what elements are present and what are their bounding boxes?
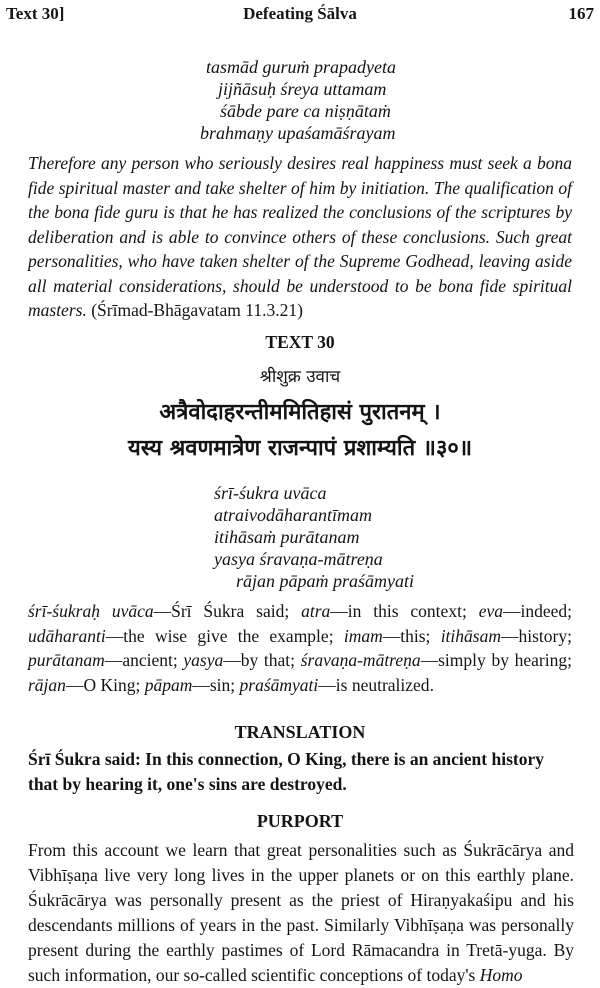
running-head [0, 0, 600, 30]
sanskrit-line-2: यस्य श्रवणमात्रेण राजन्पापं प्रशाम्यति ॥३०॥ [127, 436, 473, 461]
chapter-text-ref: Text 30] [6, 4, 65, 23]
translation-text: Śrī Śukra said: In this connection, O King, there is an ancient history that by hearing it, one's sins are destroyed. [28, 749, 544, 794]
synonym-word: udāharanti [28, 625, 106, 646]
verse-line: brahmaṇy upaśamāśrayam [200, 123, 396, 143]
synonym-meaning: Śrī Śukra said [171, 601, 285, 621]
synonym-word: eva [478, 601, 503, 621]
verse-line: itihāsaṁ purātanam [214, 527, 360, 547]
verse-line: tasmād guruṁ prapadyeta [206, 57, 396, 77]
verse-line: atraivodāharantīmam [214, 505, 373, 525]
synonym-word: imam [343, 625, 383, 646]
verse-line: jijñāsuḥ śreya uttamam [218, 79, 387, 99]
quote-text: Therefore any person who seriously desires real happiness must seek a bona fide spiritual master and take shelter of him by initiation. The qualification of the bona fide guru is that he has realized the conclusions of the scriptures by deliberation and is able to convince others of these conclusions. Such great personalities, who have taken shelter of the Supreme Godhead, leaving aside all material considerations, should be understood to be bona fide spiritual masters. [28, 153, 572, 320]
verse-line: yasya śravaṇa-mātreṇa [214, 549, 383, 569]
purport-heading: PURPORT [256, 811, 344, 831]
verse-line: rājan pāpaṁ praśāmyati [236, 571, 415, 591]
synonym-word: rājan [28, 674, 66, 695]
quoted-verse [200, 56, 396, 144]
synonym-meaning: O King [83, 674, 136, 695]
synonym-meaning: in this context [347, 601, 462, 621]
synonym-meaning: the wise give the example [123, 625, 329, 646]
synonym-word: yasya [183, 650, 224, 670]
verse-line: śābde pare ca niṣṇātaṁ [220, 101, 391, 121]
synonym-word: atra [301, 601, 331, 621]
sanskrit-speaker: श्रीशुक्र उवाच [259, 367, 341, 387]
synonym-meaning: indeed [520, 601, 568, 621]
chapter-title: Defeating Śālva [243, 4, 357, 23]
synonym-word: śrī-śukraḥ uvāca [28, 601, 154, 621]
verse-line: śrī-śukra uvāca [214, 483, 327, 503]
synonym-meaning: this [400, 625, 426, 646]
synonym-word: śravaṇa-mātreṇa [300, 650, 421, 670]
synonym-word: itihāsam [440, 625, 501, 646]
synonym-word: pāpam [144, 674, 193, 695]
transliteration [214, 482, 414, 592]
page-number: 167 [568, 4, 594, 23]
synonym-meaning: is neutralized [335, 674, 430, 695]
text-number-heading: TEXT 30 [265, 332, 335, 352]
synonym-meaning: history [518, 625, 568, 646]
synonym-meaning: by that [240, 650, 291, 670]
quote-paragraph [28, 151, 572, 323]
quote-citation: (Śrīmad-Bhāgavatam 11.3.21) [91, 300, 303, 320]
purport-body: From this account we learn that great personalities such as Śukrācārya and Vibhīṣaṇa live very long lives in the upper planets or on this earthly plane. Śukrācārya was personally present as the priest of Hiraṇyakaśipu and his descendants millions of years in the past. Similarly Vibhīṣaṇa was personally present during the earthly pastimes of Lord Rāmacandra in Tretā-yuga. By such information, our so-called scientific conceptions of today's [28, 840, 574, 985]
sanskrit-line-1: अत्रैवोदाहरन्तीममितिहासं पुरातनम् । [159, 400, 441, 425]
synonyms-paragraph: śrī-śukraḥ uvāca—Śrī Śukra said; atra—in this context; eva—indeed; udāharanti—the wise give the example; imam—this; itihāsam—history; purātanam—ancient; yasya—by that; śravaṇa-mātreṇa—simply by hearing; rājan—O King; pāpam—sin; praśāmyati—is neutralized. [28, 601, 573, 695]
synonym-word: purātanam [28, 650, 105, 670]
synonym-meaning: sin [209, 674, 231, 695]
synonym-meaning: simply by hearing [438, 650, 568, 670]
synonym-meaning: ancient [122, 650, 173, 670]
translation-heading: TRANSLATION [234, 722, 366, 742]
purport-text [28, 838, 574, 988]
synonym-word: praśāmyati [239, 674, 319, 695]
purport-end-word: Homo [479, 965, 523, 985]
